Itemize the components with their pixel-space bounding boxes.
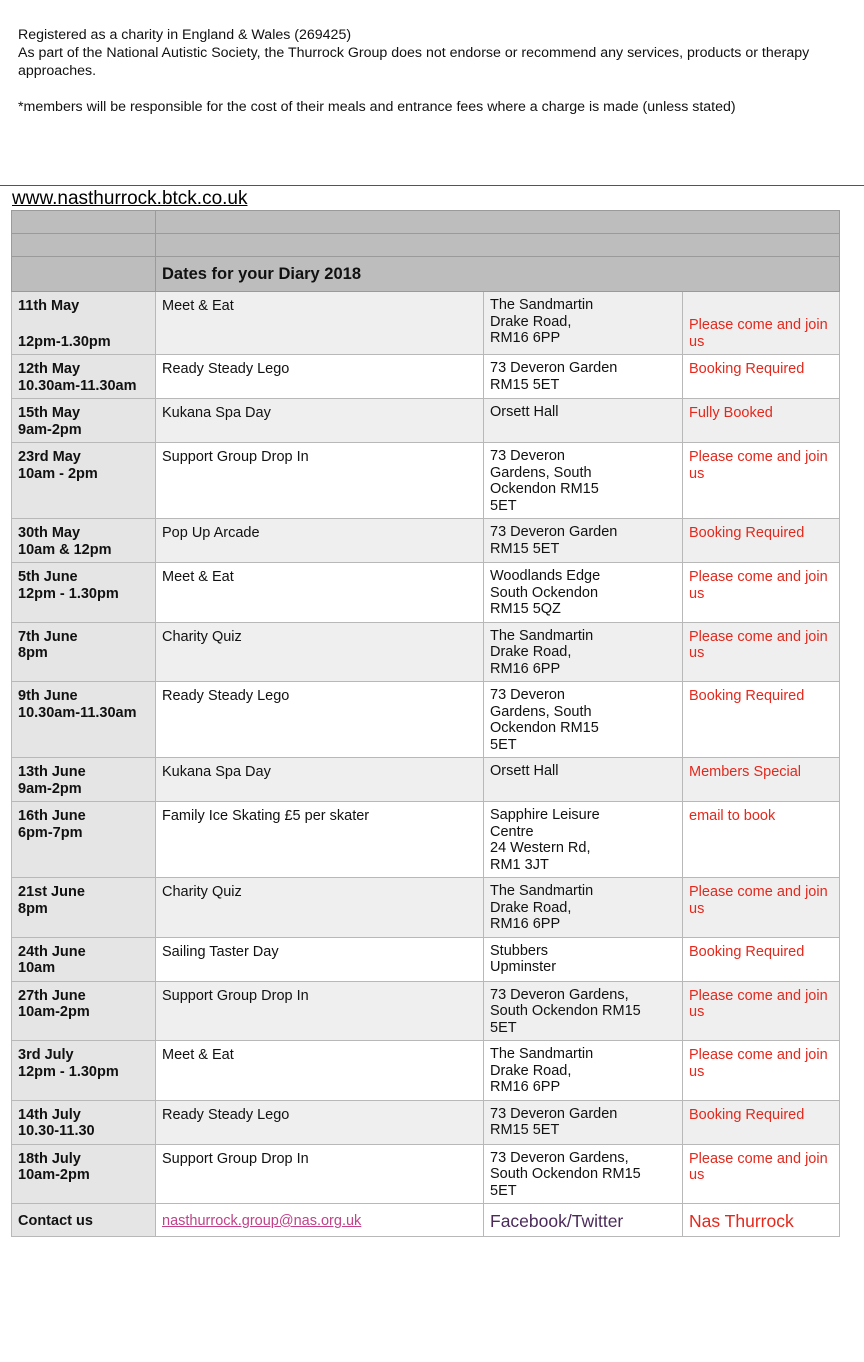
event-name: Charity Quiz: [156, 878, 484, 938]
event-venue: 73 Deveron Garden RM15 5ET: [484, 519, 683, 563]
event-name: Ready Steady Lego: [156, 355, 484, 399]
table-row: [12, 563, 840, 623]
event-name: Kukana Spa Day: [156, 758, 484, 802]
event-venue: Woodlands Edge South Ockendon RM15 5QZ: [484, 563, 683, 623]
event-venue: 73 Deveron Gardens, South Ockendon RM15 5ET: [484, 443, 683, 519]
event-date: 15th May: [18, 405, 81, 421]
event-date-cell: [12, 1041, 156, 1101]
table-row: [12, 519, 840, 563]
event-status: Please come and join us: [683, 1144, 840, 1204]
table-row: [12, 399, 840, 443]
event-status: email to book: [683, 802, 840, 878]
event-time: 8pm: [18, 645, 48, 661]
event-name: Ready Steady Lego: [156, 1100, 484, 1144]
event-venue: 73 Deveron Gardens, South Ockendon RM15 5ET: [484, 682, 683, 758]
event-venue: Orsett Hall: [484, 399, 683, 443]
event-date: 7th June: [18, 628, 78, 645]
table-row: [12, 937, 840, 981]
event-status: Please come and join us: [683, 878, 840, 938]
event-status: Please come and join us: [683, 292, 840, 355]
event-date-cell: [12, 519, 156, 563]
event-venue: Orsett Hall: [484, 758, 683, 802]
diary-table: [11, 210, 840, 1237]
costs-note-text: *members will be responsible for the cost of their meals and entrance fees where a charge is made (unless stated): [18, 99, 736, 115]
event-date-cell: [12, 292, 156, 355]
event-name: Sailing Taster Day: [156, 937, 484, 981]
event-date-cell: [12, 878, 156, 938]
table-row: [12, 355, 840, 399]
contact-label: Contact us: [12, 1204, 156, 1237]
event-name: Support Group Drop In: [156, 981, 484, 1041]
event-date-cell: [12, 1144, 156, 1204]
event-time: 12pm-1.30pm: [18, 333, 111, 350]
event-venue: The Sandmartin Drake Road, RM16 6PP: [484, 1041, 683, 1101]
event-time: 10.30-11.30: [18, 1123, 95, 1139]
event-name: Pop Up Arcade: [156, 519, 484, 563]
event-date-cell: [12, 937, 156, 981]
event-date: 3rd July: [18, 1047, 74, 1063]
table-row: [12, 981, 840, 1041]
event-name: Support Group Drop In: [156, 1144, 484, 1204]
event-status: Please come and join us: [683, 981, 840, 1041]
event-date-cell: [12, 1100, 156, 1144]
event-date-cell: [12, 802, 156, 878]
event-time: 10am - 2pm: [18, 465, 98, 482]
event-date: 27th June: [18, 987, 86, 1004]
event-date-cell: [12, 682, 156, 758]
event-time: 10am-2pm: [18, 1004, 90, 1020]
event-status: Booking Required: [683, 682, 840, 758]
event-name: Family Ice Skating £5 per skater: [156, 802, 484, 878]
event-status: Booking Required: [683, 355, 840, 399]
website-link[interactable]: www.nasthurrock.btck.co.uk: [12, 188, 248, 209]
table-row: [12, 1100, 840, 1144]
table-row: [12, 802, 840, 878]
event-status: Booking Required: [683, 1100, 840, 1144]
event-status: Booking Required: [683, 519, 840, 563]
divider-line: [0, 185, 864, 186]
disclaimer-text: As part of the National Autistic Society, the Thurrock Group does not endorse or recommend any services, products or therapy approaches.: [18, 45, 810, 79]
event-date: 21st June: [18, 884, 85, 900]
table-row: [12, 878, 840, 938]
contact-email-cell: [156, 1204, 484, 1237]
event-time: 10am & 12pm: [18, 541, 112, 558]
table-title-row: [12, 257, 840, 292]
table-title: Dates for your Diary 2018: [156, 257, 840, 292]
contact-email-link[interactable]: nasthurrock.group@nas.org.uk: [162, 1212, 362, 1229]
event-date-cell: [12, 399, 156, 443]
event-date: 13th June: [18, 764, 86, 780]
table-row: [12, 758, 840, 802]
event-name: Kukana Spa Day: [156, 399, 484, 443]
event-venue: 73 Deveron Garden RM15 5ET: [484, 1100, 683, 1144]
event-venue: Stubbers Upminster: [484, 937, 683, 981]
event-date-cell: [12, 563, 156, 623]
event-date: 23rd May: [18, 449, 81, 465]
event-venue: Sapphire Leisure Centre 24 Western Rd, RM1 3JT: [484, 802, 683, 878]
notes-block: [18, 26, 838, 116]
event-time: 6pm-7pm: [18, 824, 83, 841]
event-status: Please come and join us: [683, 622, 840, 682]
event-date: 11th May: [18, 298, 80, 314]
table-row: [12, 443, 840, 519]
event-date: 16th June: [18, 808, 86, 824]
event-date: 24th June: [18, 943, 86, 960]
event-date-cell: [12, 981, 156, 1041]
contact-row: [12, 1204, 840, 1237]
event-date-cell: [12, 355, 156, 399]
event-date: 18th July: [18, 1150, 81, 1167]
table-row: [12, 682, 840, 758]
table-row: [12, 1041, 840, 1101]
event-date: 14th July: [18, 1106, 81, 1123]
event-date-cell: [12, 443, 156, 519]
event-status: Booking Required: [683, 937, 840, 981]
event-status: Fully Booked: [683, 399, 840, 443]
event-venue: 73 Deveron Gardens, South Ockendon RM15 5ET: [484, 981, 683, 1041]
event-time: 8pm: [18, 900, 48, 917]
event-time: 10am-2pm: [18, 1167, 90, 1183]
event-name: Ready Steady Lego: [156, 682, 484, 758]
header-blank-row: [12, 211, 840, 234]
event-name: Meet & Eat: [156, 292, 484, 355]
event-venue: 73 Deveron Gardens, South Ockendon RM15 5ET: [484, 1144, 683, 1204]
event-date-cell: [12, 758, 156, 802]
event-time: 10am: [18, 960, 56, 976]
event-name: Support Group Drop In: [156, 443, 484, 519]
event-status: Please come and join us: [683, 563, 840, 623]
event-name: Meet & Eat: [156, 1041, 484, 1101]
event-time: 10.30am-11.30am: [18, 377, 137, 394]
event-date: 5th June: [18, 569, 78, 585]
header-blank-row: [12, 234, 840, 257]
event-venue: The Sandmartin Drake Road, RM16 6PP: [484, 292, 683, 355]
event-status: Please come and join us: [683, 1041, 840, 1101]
event-time: 9am-2pm: [18, 421, 82, 438]
event-name: Charity Quiz: [156, 622, 484, 682]
event-time: 10.30am-11.30am: [18, 704, 137, 721]
table-row: [12, 292, 840, 355]
event-time: 12pm - 1.30pm: [18, 585, 119, 602]
contact-name: Nas Thurrock: [683, 1204, 840, 1237]
event-venue: The Sandmartin Drake Road, RM16 6PP: [484, 878, 683, 938]
event-date-cell: [12, 622, 156, 682]
table-row: [12, 622, 840, 682]
table-row: [12, 1144, 840, 1204]
event-status: Please come and join us: [683, 443, 840, 519]
charity-registration-text: Registered as a charity in England & Wales (269425): [18, 27, 352, 43]
event-venue: The Sandmartin Drake Road, RM16 6PP: [484, 622, 683, 682]
event-time: 12pm - 1.30pm: [18, 1063, 119, 1080]
event-venue: 73 Deveron Garden RM15 5ET: [484, 355, 683, 399]
event-time: 9am-2pm: [18, 780, 82, 797]
event-date: 30th May: [18, 525, 81, 541]
event-status: Members Special: [683, 758, 840, 802]
event-date: 12th May: [18, 361, 81, 377]
contact-social: Facebook/Twitter: [484, 1204, 683, 1237]
event-name: Meet & Eat: [156, 563, 484, 623]
event-date: 9th June: [18, 688, 78, 704]
